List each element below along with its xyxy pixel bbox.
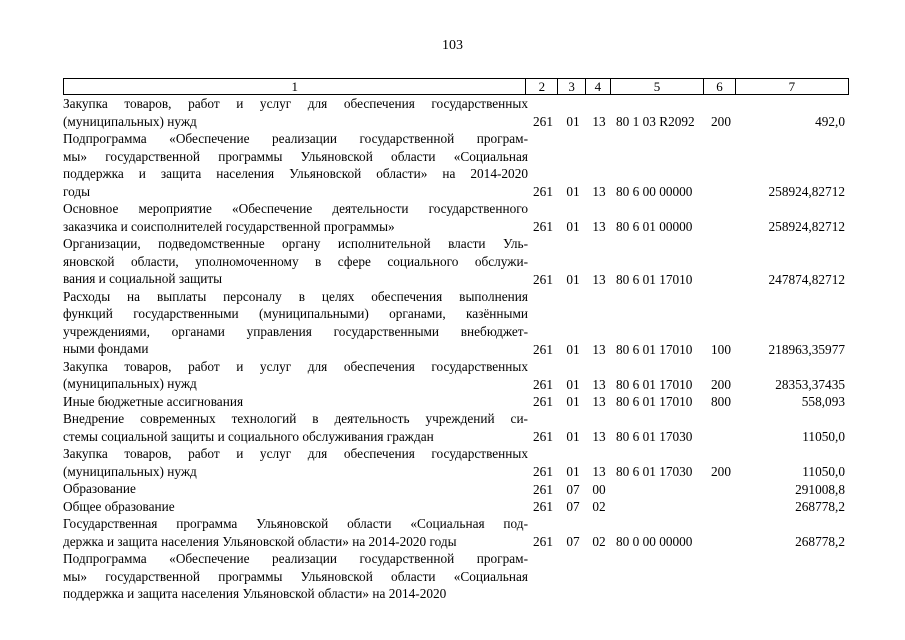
- target-article-code: 80 6 01 17010: [616, 271, 693, 287]
- table-row: [0, 393, 905, 411]
- description-line: яновской области, уполномоченному в сфере социального обслужи-: [63, 253, 528, 269]
- section-code: 01: [566, 114, 580, 129]
- description-line: годы: [63, 183, 91, 199]
- description-line: (муниципальных) нужд: [63, 463, 197, 479]
- header-col-4: 4: [585, 79, 610, 94]
- table-row: [0, 550, 905, 603]
- target-article-code: 80 6 01 17010: [616, 341, 693, 357]
- expense-type-code: 200: [711, 376, 731, 392]
- page-number: 103: [442, 38, 463, 53]
- amount: 492,0: [815, 114, 845, 129]
- table-row: [0, 200, 905, 235]
- section-code: 07: [566, 534, 580, 549]
- table-row: [0, 498, 905, 516]
- description-line: Подпрограмма «Обеспечение реализации государственной програм-: [63, 131, 528, 146]
- section-code: 01: [566, 219, 580, 234]
- subsection-code: 00: [592, 481, 606, 497]
- ministry-code: 261: [533, 499, 553, 514]
- header-col-6: 6: [703, 79, 735, 94]
- subsection-code: 13: [592, 184, 606, 199]
- subsection-code: 13: [592, 464, 606, 479]
- expense-type-code: 200: [711, 114, 731, 129]
- subsection-code: 13: [592, 114, 606, 129]
- amount: 268778,2: [795, 534, 845, 549]
- subsection-code: 02: [592, 534, 606, 549]
- target-article-code: 80 0 00 00000: [616, 534, 693, 549]
- header-col-5: 5: [610, 79, 703, 94]
- section-code: 07: [566, 481, 580, 497]
- description-line: мы» государственной программы Ульяновской области «Социальная: [63, 148, 528, 164]
- table-header: [63, 78, 849, 95]
- table-row: [0, 130, 905, 200]
- description-line: заказчика и соисполнителей государственной программы»: [63, 218, 395, 234]
- section-code: 01: [566, 464, 580, 479]
- ministry-code: 261: [533, 341, 553, 357]
- ministry-code: 261: [533, 271, 553, 287]
- section-code: 07: [566, 499, 580, 514]
- description-line: Подпрограмма «Обеспечение реализации государственной програм-: [63, 551, 528, 566]
- table-row: [0, 235, 905, 288]
- description-line: поддержка и защита населения Ульяновской области» на 2014-2020: [63, 166, 528, 181]
- target-article-code: 80 6 01 00000: [616, 219, 693, 234]
- description-line: Иные бюджетные ассигнования: [63, 393, 244, 409]
- description-line: Основное мероприятие «Обеспечение деятельности государственного: [63, 201, 528, 216]
- description-line: учреждениями, органами управления государственными внебюджет-: [63, 323, 528, 339]
- subsection-code: 13: [592, 341, 606, 357]
- section-code: 01: [566, 376, 580, 392]
- description-line: вания и социальной защиты: [63, 271, 223, 286]
- subsection-code: 13: [592, 429, 606, 444]
- target-article-code: 80 6 00 00000: [616, 184, 693, 199]
- description-line: Внедрение современных технологий в деятельность учреждений си-: [63, 411, 528, 426]
- section-code: 01: [566, 429, 580, 444]
- description-line: Закупка товаров, работ и услуг для обеспечения государственных: [63, 446, 528, 461]
- table-row: [0, 358, 905, 393]
- ministry-code: 261: [533, 429, 553, 444]
- expense-type-code: 100: [711, 341, 731, 357]
- ministry-code: 261: [533, 464, 553, 479]
- header-col-3: 3: [557, 79, 585, 94]
- description-line: поддержка и защита населения Ульяновской области» на 2014-2020: [63, 586, 447, 601]
- ministry-code: 261: [533, 534, 553, 549]
- header-col-2: 2: [525, 79, 557, 94]
- ministry-code: 261: [533, 219, 553, 234]
- table-row: [0, 480, 905, 498]
- description-line: (муниципальных) нужд: [63, 376, 197, 391]
- amount: 11050,0: [802, 464, 845, 479]
- description-line: функций государственными (муниципальными) органами, казёнными: [63, 306, 528, 321]
- header-col-7: 7: [735, 79, 848, 94]
- section-code: 01: [566, 341, 580, 357]
- target-article-code: 80 6 01 17030: [616, 464, 693, 479]
- ministry-code: 261: [533, 394, 553, 409]
- subsection-code: 13: [592, 271, 606, 287]
- description-line: Государственная программа Ульяновской области «Социальная под-: [63, 516, 528, 531]
- description-line: Закупка товаров, работ и услуг для обеспечения государственных: [63, 96, 528, 111]
- amount: 258924,82712: [768, 219, 845, 234]
- target-article-code: 80 6 01 17010: [616, 376, 693, 392]
- amount: 291008,8: [795, 481, 845, 497]
- table-row: [0, 515, 905, 550]
- amount: 218963,35977: [768, 341, 845, 357]
- expense-type-code: 200: [711, 464, 731, 479]
- subsection-code: 13: [592, 219, 606, 234]
- table-row: [0, 410, 905, 445]
- subsection-code: 13: [592, 394, 606, 409]
- description-line: Образование: [63, 481, 136, 496]
- expense-type-code: 800: [711, 394, 731, 409]
- amount: 11050,0: [802, 429, 845, 444]
- header-col-1: 1: [291, 79, 298, 94]
- description-line: мы» государственной программы Ульяновской области «Социальная: [63, 568, 528, 584]
- table-row: [0, 445, 905, 480]
- section-code: 01: [566, 184, 580, 199]
- description-line: стемы социальной защиты и социального обслуживания граждан: [63, 428, 434, 444]
- ministry-code: 261: [533, 376, 553, 392]
- amount: 558,093: [801, 394, 845, 409]
- ministry-code: 261: [533, 114, 553, 129]
- ministry-code: 261: [533, 481, 553, 497]
- subsection-code: 02: [592, 499, 606, 514]
- amount: 258924,82712: [768, 184, 845, 199]
- amount: 268778,2: [795, 499, 845, 514]
- section-code: 01: [566, 394, 580, 409]
- section-code: 01: [566, 271, 580, 287]
- description-line: держка и защита населения Ульяновской области» на 2014-2020 годы: [63, 533, 457, 549]
- target-article-code: 80 1 03 R2092: [616, 114, 695, 129]
- description-line: Организации, подведомственные органу исполнительной власти Уль-: [63, 236, 528, 251]
- table-body: [0, 95, 905, 603]
- target-article-code: 80 6 01 17030: [616, 429, 693, 444]
- description-line: Расходы на выплаты персоналу в целях обеспечения выполнения: [63, 288, 528, 304]
- description-line: Закупка товаров, работ и услуг для обеспечения государственных: [63, 358, 528, 374]
- target-article-code: 80 6 01 17010: [616, 394, 693, 409]
- table-row: [0, 95, 905, 130]
- ministry-code: 261: [533, 184, 553, 199]
- table-row: [0, 288, 905, 358]
- amount: 247874,82712: [768, 271, 845, 287]
- description-line: Общее образование: [63, 498, 175, 514]
- subsection-code: 13: [592, 376, 606, 392]
- description-line: (муниципальных) нужд: [63, 113, 197, 129]
- description-line: ными фондами: [63, 341, 149, 356]
- amount: 28353,37435: [775, 376, 845, 392]
